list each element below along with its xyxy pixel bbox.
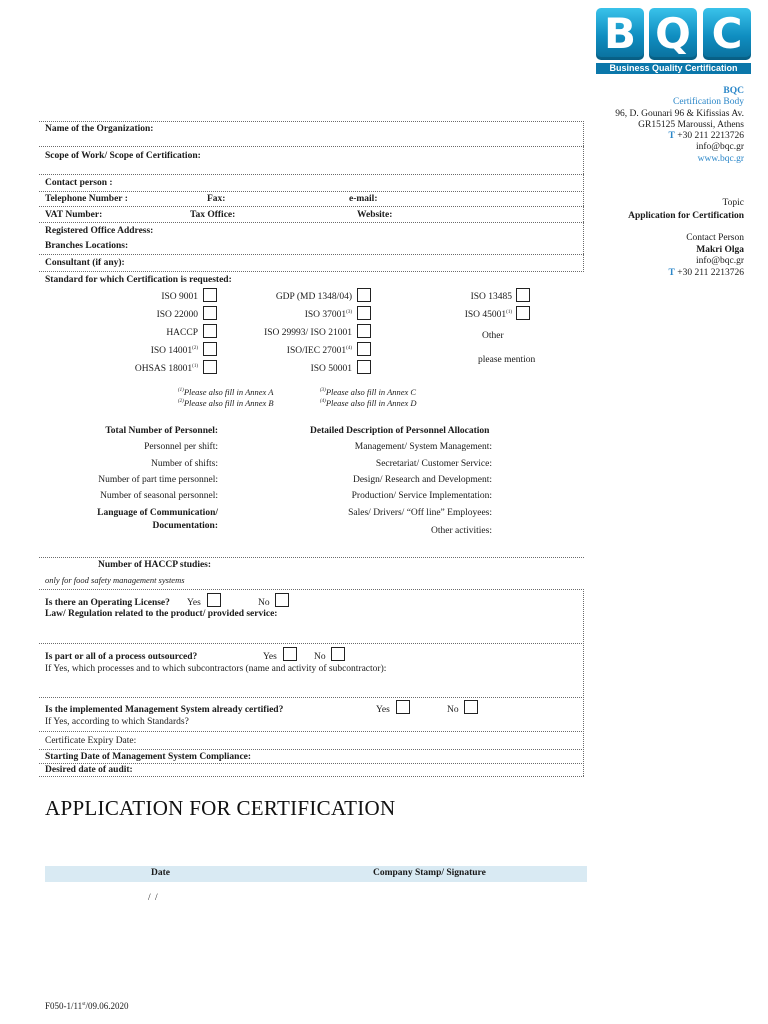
date-value[interactable]: / /	[148, 893, 159, 903]
phone-prefix: T	[668, 131, 675, 142]
annex-sup-b: (2)	[178, 399, 184, 405]
outsourced-no-label: No	[314, 652, 326, 662]
consultant-label: Consultant (if any):	[45, 258, 125, 268]
email-label: e-mail:	[349, 194, 378, 204]
production-label: Production/ Service Implementation:	[351, 491, 492, 501]
checkbox-iso14001[interactable]	[203, 342, 217, 356]
outsourced-question: Is part or all of a process outsourced?	[45, 652, 198, 662]
standard-iso22000: ISO 22000	[156, 310, 198, 320]
contact-phone-number: +30 211 2213726	[674, 267, 744, 278]
company-website[interactable]: www.bqc.gr	[697, 153, 744, 164]
annex-sup-a: (1)	[178, 388, 184, 394]
annex-c-text: Please also fill in Annex C	[325, 387, 417, 397]
standard-iso29993: ISO 29993/ ISO 21001	[264, 328, 352, 338]
logo-letter-c: C	[703, 8, 751, 60]
shifts-label: Number of shifts:	[150, 459, 218, 469]
contact-block	[669, 233, 744, 279]
license-yes-checkbox[interactable]	[207, 593, 221, 607]
outsourced-no-checkbox[interactable]	[331, 647, 345, 661]
total-personnel-label: Total Number of Personnel:	[105, 426, 218, 436]
form-code	[45, 1001, 129, 1011]
outsourced-detail: If Yes, which processes and to which subcontractors (name and activity of subcontractor):	[45, 664, 387, 674]
page-title: APPLICATION FOR CERTIFICATION	[45, 796, 396, 820]
registered-office-label: Registered Office Address:	[45, 226, 154, 236]
scope-label: Scope of Work/ Scope of Certification:	[45, 151, 201, 161]
contact-phone-prefix: T	[668, 267, 675, 278]
annex-note-d	[320, 398, 417, 408]
standard-iso37001	[305, 310, 352, 320]
allocation-title: Detailed Description of Personnel Allocation	[310, 426, 490, 436]
checkbox-iso22000[interactable]	[203, 306, 217, 320]
standard-iso14001	[151, 346, 198, 356]
sup-iso27001: (4)	[346, 346, 352, 351]
annex-b-text: Please also fill in Annex B	[183, 398, 274, 408]
checkbox-iso13485[interactable]	[516, 288, 530, 302]
please-mention: please mention	[478, 355, 536, 365]
sup-ohsas: (1)	[192, 364, 198, 369]
company-name: BQC	[723, 86, 744, 96]
audit-date-label: Desired date of audit:	[45, 765, 133, 775]
per-shift-label: Personnel per shift:	[144, 442, 218, 452]
language-label-2: Documentation:	[152, 521, 218, 531]
topic-label: Topic	[722, 198, 744, 208]
bqc-logo	[596, 8, 751, 74]
org-name-label: Name of the Organization:	[45, 124, 154, 134]
checkbox-haccp[interactable]	[203, 324, 217, 338]
checkbox-gdp[interactable]	[357, 288, 371, 302]
contact-label: Contact Person	[686, 233, 744, 243]
standard-iso37001-text: ISO 37001	[304, 310, 347, 321]
standard-gdp: GDP (MD 1348/04)	[275, 292, 352, 302]
contact-phone	[669, 268, 744, 280]
standard-iso27001-text: ISO/IEC 27001	[286, 346, 347, 357]
company-email[interactable]: info@bqc.gr	[695, 142, 744, 153]
certified-yes-label: Yes	[376, 705, 390, 715]
secretariat-label: Secretariat/ Customer Service:	[375, 459, 492, 469]
standard-other: Other	[482, 331, 504, 341]
haccp-studies-label: Number of HACCP studies:	[98, 560, 212, 570]
contact-person-label: Contact person :	[45, 178, 113, 188]
sales-label: Sales/ Drivers/ “Off line” Employees:	[348, 508, 492, 518]
design-label: Design/ Research and Development:	[352, 475, 492, 485]
certified-yes-checkbox[interactable]	[396, 700, 410, 714]
sup-iso14001: (2)	[192, 346, 198, 351]
telephone-label: Telephone Number :	[45, 194, 128, 204]
form-code-a: F050-1/11	[45, 1001, 83, 1011]
checkbox-ohsas18001[interactable]	[203, 360, 217, 374]
topic-value: Application for Certification	[628, 211, 744, 221]
signature-header	[45, 866, 587, 882]
contact-name: Makri Olga	[696, 244, 744, 255]
checkbox-iso9001[interactable]	[203, 288, 217, 302]
website-label: Website:	[357, 210, 393, 220]
annex-note-b	[178, 398, 274, 408]
logo-letter-b: B	[596, 8, 644, 60]
stamp-column-label: Company Stamp/ Signature	[373, 868, 486, 878]
license-no-checkbox[interactable]	[275, 593, 289, 607]
branches-label: Branches Locations:	[45, 241, 129, 251]
law-label: Law/ Regulation related to the product/ provided service:	[45, 609, 278, 619]
company-city: GR15125 Maroussi, Athens	[638, 119, 744, 130]
standard-ohsas-text: OHSAS 18001	[134, 364, 193, 375]
certified-no-label: No	[447, 705, 459, 715]
phone-number: +30 211 2213726	[674, 131, 744, 142]
vat-label: VAT Number:	[45, 210, 103, 220]
standard-ohsas18001	[135, 364, 198, 374]
expiry-label: Certificate Expiry Date:	[45, 736, 137, 746]
certified-question: Is the implemented Management System already certified?	[45, 705, 284, 715]
sup-iso45001: (1)	[506, 310, 512, 315]
standard-iso14001-text: ISO 14001	[150, 346, 193, 357]
certified-no-checkbox[interactable]	[464, 700, 478, 714]
annex-d-text: Please also fill in Annex D	[325, 398, 417, 408]
annex-note-c	[320, 387, 416, 397]
checkbox-iso37001[interactable]	[357, 306, 371, 320]
fax-label: Fax:	[207, 194, 226, 204]
tax-office-label: Tax Office:	[190, 210, 236, 220]
annex-a-text: Please also fill in Annex A	[183, 387, 274, 397]
topic-block	[628, 197, 744, 223]
annex-sup-d: (4)	[320, 399, 326, 405]
license-question: Is there an Operating License?	[45, 598, 170, 608]
haccp-note: only for food safety management systems	[45, 575, 185, 585]
standard-requested-label: Standard for which Certification is requested:	[45, 275, 232, 285]
language-label-1: Language of Communication/	[97, 508, 218, 518]
date-column-label: Date	[151, 868, 170, 878]
outsourced-yes-label: Yes	[263, 652, 277, 662]
license-no-label: No	[258, 598, 270, 608]
standard-iso27001	[287, 346, 352, 356]
address-block	[615, 86, 744, 165]
outsourced-yes-checkbox[interactable]	[283, 647, 297, 661]
certified-detail: If Yes, according to which Standards?	[45, 717, 189, 727]
form-code-b: /09.06.2020	[85, 1001, 129, 1011]
company-phone	[615, 131, 744, 142]
logo-tagline: Business Quality Certification	[596, 63, 751, 74]
seasonal-label: Number of seasonal personnel:	[100, 491, 218, 501]
standard-iso13485: ISO 13485	[470, 292, 512, 302]
checkbox-iso29993[interactable]	[357, 324, 371, 338]
annex-note-a	[178, 387, 273, 397]
standard-iso45001	[465, 310, 512, 320]
standard-iso50001: ISO 50001	[310, 364, 352, 374]
sup-iso37001: (3)	[346, 310, 352, 315]
standard-iso9001: ISO 9001	[161, 292, 198, 302]
company-body: Certification Body	[673, 97, 744, 108]
other-activities-label: Other activities:	[431, 526, 492, 536]
form-code-sup: st	[82, 1002, 86, 1007]
annex-sup-c: (3)	[320, 388, 326, 394]
management-label: Management/ System Management:	[354, 442, 492, 452]
standard-iso45001-text: ISO 45001	[464, 310, 507, 321]
company-street: 96, D. Gounari 96 & Kifissias Av.	[615, 108, 744, 119]
standard-haccp: HACCP	[166, 328, 198, 338]
checkbox-iso50001[interactable]	[357, 360, 371, 374]
checkbox-iso45001[interactable]	[516, 306, 530, 320]
start-date-label: Starting Date of Management System Compliance:	[45, 752, 252, 762]
license-yes-label: Yes	[187, 598, 201, 608]
part-time-label: Number of part time personnel:	[98, 475, 218, 485]
contact-email[interactable]: info@bqc.gr	[695, 256, 744, 266]
checkbox-iso27001[interactable]	[357, 342, 371, 356]
logo-letter-q: Q	[649, 8, 697, 60]
